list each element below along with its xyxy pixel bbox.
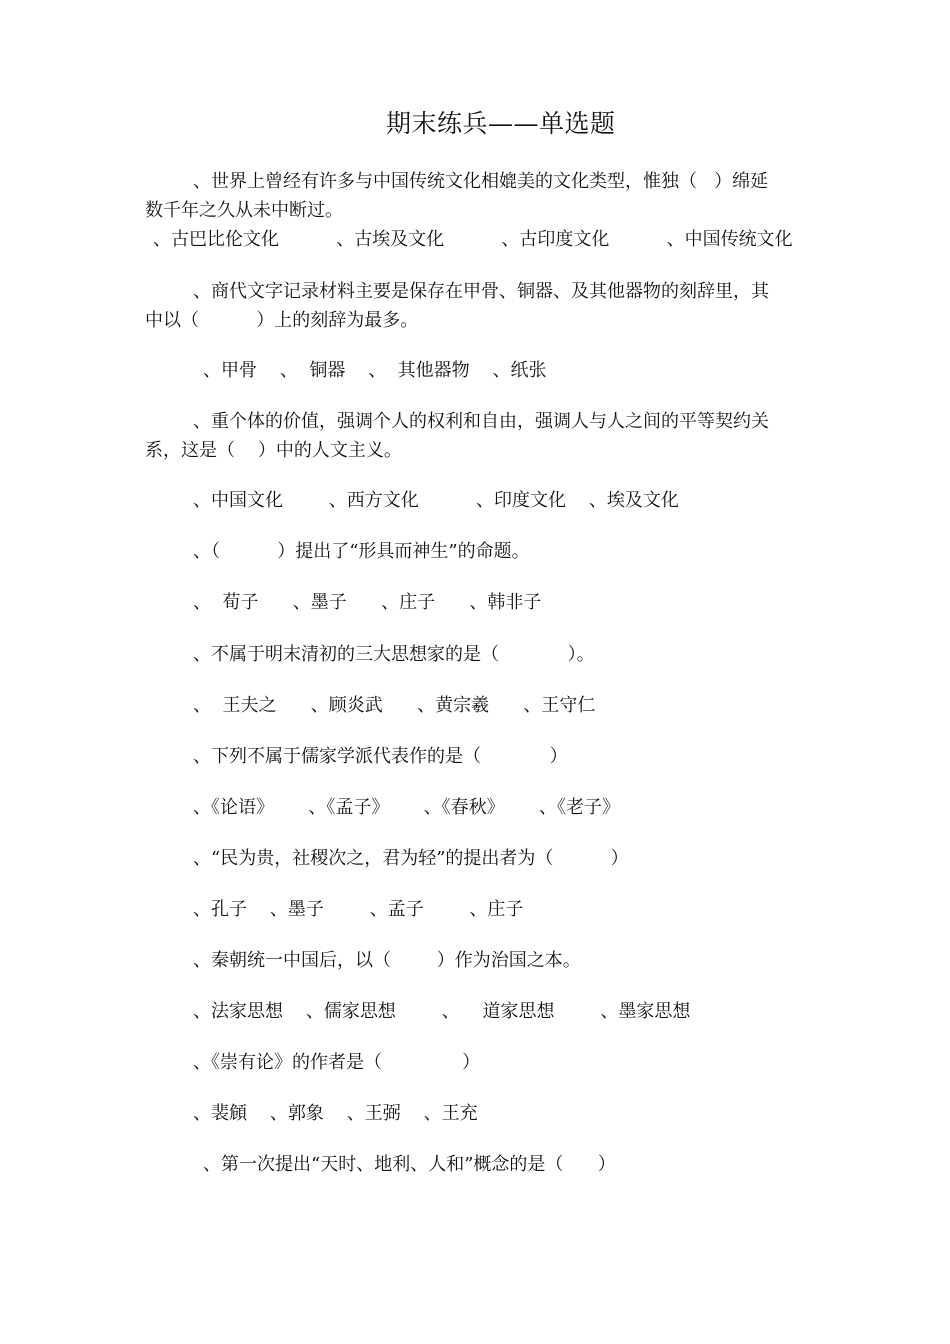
question-2-options: 、甲骨 、 铜器 、 其他器物 、纸张 <box>203 360 547 381</box>
question-1-stem: 、世界上曾经有许多与中国传统文化相媲美的文化类型，惟独（ ）绵延 <box>193 171 769 192</box>
question-3-stem-continued: 系，这是（ ）中的人文主义。 <box>145 440 402 461</box>
question-4-stem: 、（ ）提出了“形具而神生”的命题。 <box>193 541 530 562</box>
question-6-stem: 、下列不属于儒家学派代表作的是（ ） <box>193 746 568 767</box>
question-8-stem: 、秦朝统一中国后，以（ ）作为治国之本。 <box>193 950 581 971</box>
question-9-options: 、裴頠 、郭象 、王弼 、王充 <box>193 1103 478 1124</box>
question-1-options: 、古巴比伦文化 、古埃及文化 、古印度文化 、中国传统文化 <box>153 229 793 250</box>
question-3-stem: 、重个体的价值，强调个人的权利和自由，强调人与人之间的平等契约关 <box>193 411 769 432</box>
question-6-options: 、《论语》 、《孟子》 、《春秋》 、《老子》 <box>193 797 620 818</box>
question-7-options: 、孔子 、墨子 、孟子 、庄子 <box>193 899 524 920</box>
question-5-stem: 、不属于明末清初的三大思想家的是（ ）。 <box>193 644 595 665</box>
question-2-stem: 、商代文字记录材料主要是保存在甲骨、铜器、及其他器物的刻辞里，其 <box>193 281 769 302</box>
question-5-options: 、 王夫之 、顾炎武 、黄宗羲 、王守仁 <box>193 695 596 716</box>
question-7-stem: 、“民为贵，社稷次之，君为轻”的提出者为（ ） <box>193 848 629 869</box>
page-title: 期末练兵——单选题 <box>386 109 616 138</box>
question-8-options: 、法家思想 、儒家思想 、 道家思想 、墨家思想 <box>193 1001 691 1022</box>
question-4-options: 、 荀子 、墨子 、庄子 、韩非子 <box>193 592 542 613</box>
question-10-stem: 、第一次提出“天时、地利、人和”概念的是（ ） <box>203 1154 616 1175</box>
question-9-stem: 、《崇有论》的作者是（ ） <box>193 1052 481 1073</box>
question-3-options: 、中国文化 、西方文化 、印度文化 、埃及文化 <box>193 490 679 511</box>
question-1-stem-continued: 数千年之久从未中断过。 <box>145 200 343 221</box>
question-2-stem-continued: 中以（ ）上的刻辞为最多。 <box>145 310 419 331</box>
